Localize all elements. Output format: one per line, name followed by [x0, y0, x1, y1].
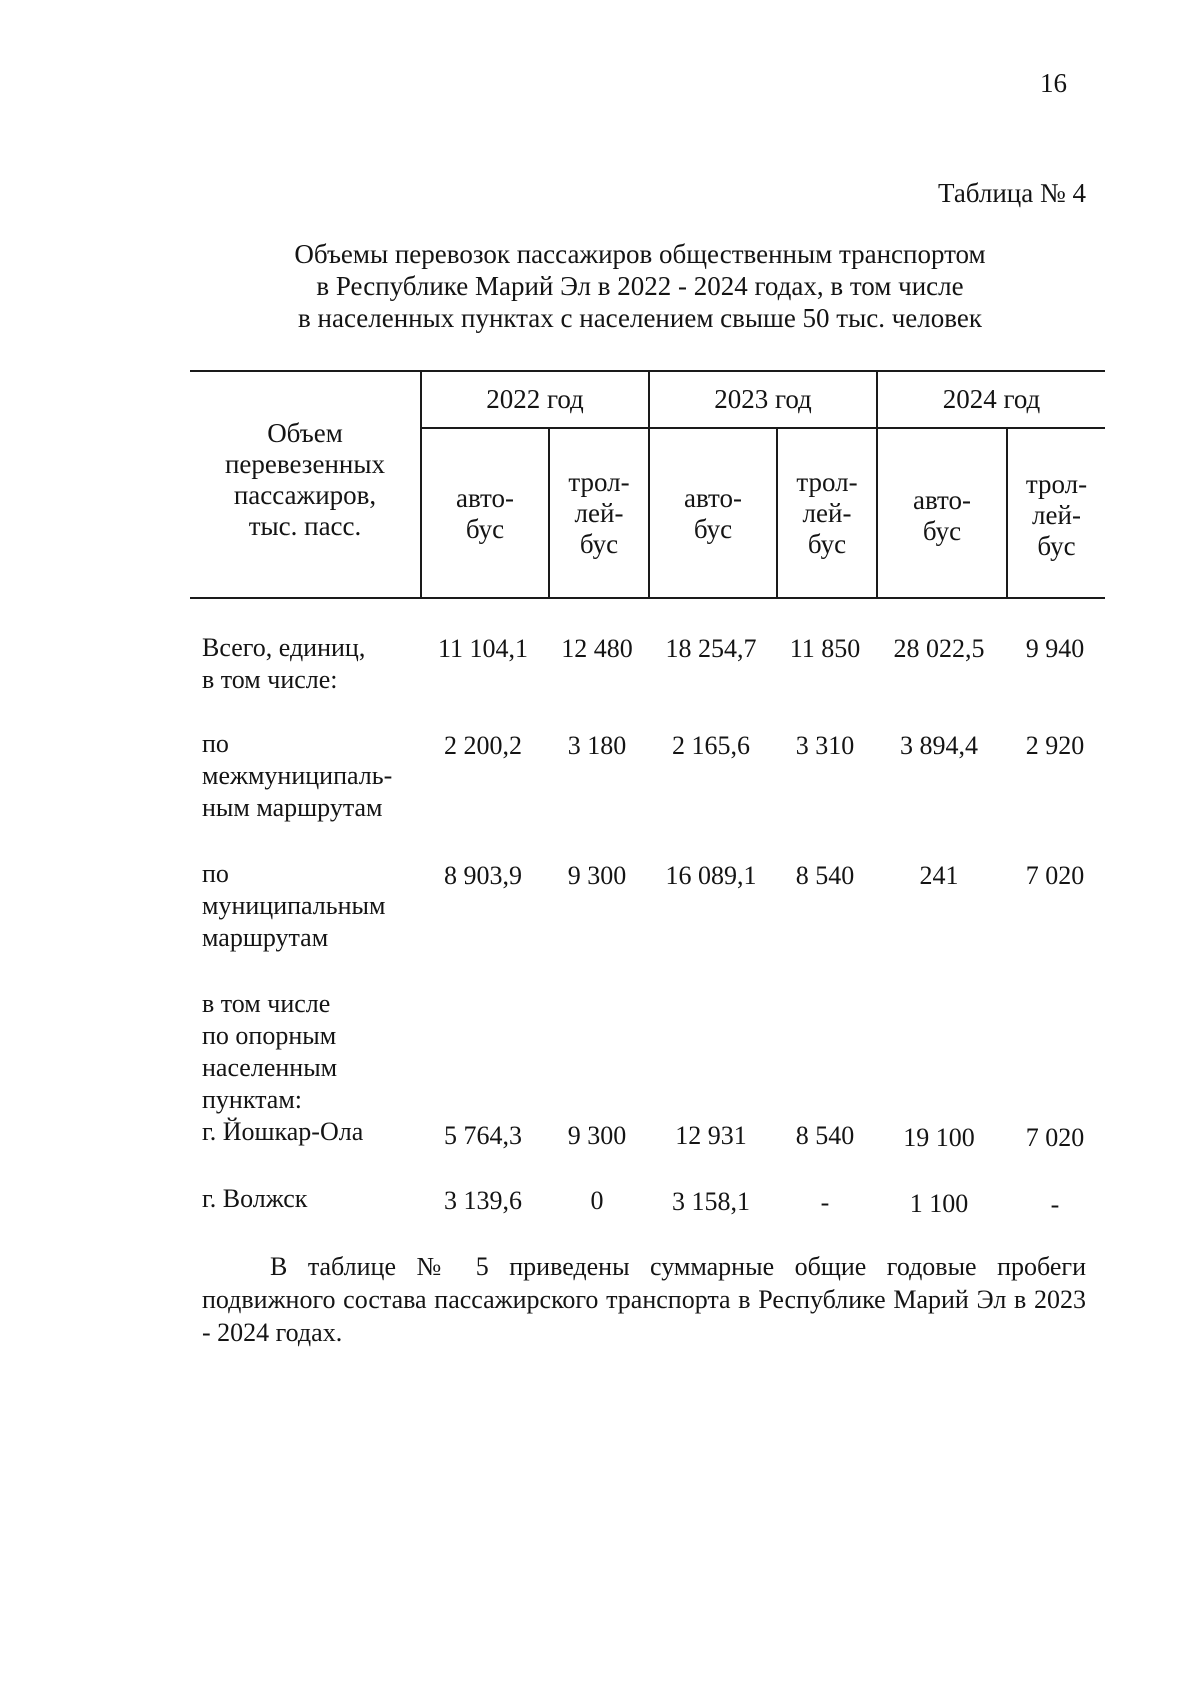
row-label-yoshkar-ola: в том числе по опорным населенным пунктам: г. Йошкар-Ола — [202, 989, 364, 1146]
table-cell: 19 100 — [903, 1123, 975, 1152]
header-sub-rule — [420, 427, 1105, 429]
table-title — [190, 238, 1090, 334]
table-cell: 2 200,2 — [444, 731, 522, 760]
bus-header: авто- бус — [456, 483, 514, 544]
table-cell: 18 254,7 — [665, 634, 757, 663]
table-cell: 12 480 — [561, 634, 633, 663]
trolleybus-header: трол- лей- бус — [1025, 469, 1088, 561]
table-cell: 9 300 — [567, 861, 627, 890]
row-label-total: Всего, единиц, в том числе: — [202, 633, 366, 694]
row-label-volzhsk: г. Волжск — [202, 1184, 308, 1213]
year-header-2024: 2024 год — [942, 384, 1041, 414]
table-title-line: Объемы перевозок пассажиров общественным транспортом — [294, 239, 986, 269]
year-header-2023: 2023 год — [714, 384, 812, 414]
bus-header: авто- бус — [684, 483, 742, 544]
row-header-line: тыс. пасс. — [248, 511, 362, 541]
table-cell: 3 158,1 — [672, 1187, 750, 1216]
body-paragraph — [202, 1250, 1086, 1349]
row-label-municipal: по муниципальным маршрутам — [202, 859, 386, 952]
table-cell: 8 540 — [795, 861, 855, 890]
table-cell: 7 020 — [1025, 1123, 1085, 1152]
page-number: 16 — [1040, 68, 1067, 98]
table-cell: 3 310 — [795, 731, 855, 760]
table-cell: 8 540 — [795, 1121, 855, 1150]
table-cell: 3 139,6 — [444, 1186, 522, 1215]
table-cell: 16 089,1 — [665, 861, 757, 890]
row-header-line: пассажиров, — [233, 480, 377, 510]
paragraph-text: В таблице № 5 приведены суммарные общие годовые пробеги подвижного состава пассажирского транспорта в Республике Марий Эл в 2023 - 2024 годах. — [202, 1252, 1086, 1347]
table-cell: 12 931 — [675, 1121, 747, 1150]
table-cell: 3 180 — [567, 731, 627, 760]
trolleybus-header: трол- лей- бус — [568, 467, 630, 559]
table-cell: 8 903,9 — [444, 861, 522, 890]
table-title-line: в населенных пунктах с населением свыше 50 тыс. человек — [298, 303, 982, 333]
row-label-intermunicipal: по межмуниципаль- ным маршрутам — [202, 729, 393, 822]
table-cell: 9 300 — [567, 1121, 627, 1150]
table-cell: 241 — [919, 861, 959, 890]
table-cell: 11 850 — [789, 634, 861, 663]
table-cell: - — [820, 1188, 830, 1217]
table-cell: 7 020 — [1025, 861, 1085, 890]
year-header-2022: 2022 год — [486, 384, 584, 414]
row-header-line: перевезенных — [224, 449, 385, 479]
table-cell: 3 894,4 — [900, 731, 978, 760]
table-cell: 5 764,3 — [444, 1121, 522, 1150]
table-title-line: в Республике Марий Эл в 2022 - 2024 годах, в том числе — [316, 271, 964, 301]
table-cell: 11 104,1 — [437, 634, 529, 663]
table-cell: 1 100 — [909, 1189, 969, 1218]
table-cell: 2 165,6 — [672, 731, 750, 760]
row-header-line: Объем — [267, 418, 343, 448]
table-cell: 28 022,5 — [893, 634, 985, 663]
table-cell: 2 920 — [1025, 731, 1085, 760]
table-cell: 9 940 — [1025, 634, 1085, 663]
table-cell: 0 — [590, 1186, 604, 1215]
table-cell: - — [1050, 1190, 1060, 1219]
row-header-cell — [200, 418, 410, 542]
bus-header: авто- бус — [913, 485, 971, 546]
table-caption: Таблица № 4 — [938, 178, 1086, 208]
trolleybus-header: трол- лей- бус — [796, 467, 858, 559]
